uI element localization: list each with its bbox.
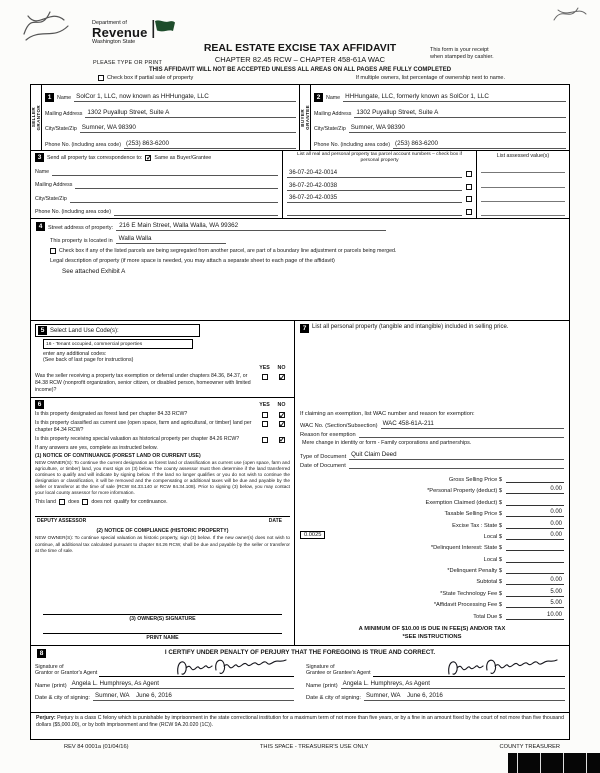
delinquent-interest-local-field[interactable] (506, 561, 564, 563)
grantee-name-print-label: Name (print) (306, 683, 338, 689)
form-title: REAL ESTATE EXCISE TAX AFFIDAVIT (203, 42, 397, 54)
seller-section (31, 85, 300, 150)
excise-tax-local-field[interactable]: 0.00 (506, 532, 564, 540)
buyer-section (300, 85, 569, 150)
seller-phone-field[interactable]: (253) 863-6200 (124, 140, 296, 149)
gross-selling-price-field[interactable] (506, 481, 564, 483)
parcel-personal-checkbox[interactable] (466, 196, 472, 202)
grantor-sig-label-2: Grantor or Grantor's Agent (35, 670, 98, 677)
perjury-label: Perjury: (36, 715, 56, 721)
document-type-field[interactable]: Quit Claim Deed (349, 451, 564, 460)
flag-icon (152, 20, 176, 38)
grantee-sig-label-1: Signature of (306, 663, 335, 670)
certify-statement: I CERTIFY UNDER PENALTY OF PERJURY THAT THE FOREGOING IS TRUE AND CORRECT. (164, 649, 436, 656)
corr-csz-label: City/State/Zip (35, 195, 67, 202)
middle-left-column (31, 321, 295, 645)
grantor-signature (172, 654, 292, 680)
barcode (508, 753, 600, 773)
continuance-title: (1) NOTICE OF CONTINUANCE (FOREST LAND OR CURRENT USE) (35, 452, 201, 459)
buyer-name-field[interactable]: HHHungate, LLC, formerly known as SolCor 1, LLC (343, 93, 566, 102)
seller-side-label-1: SELLER (31, 107, 36, 128)
delinquent-penalty-field[interactable] (506, 572, 564, 574)
personal-property-blank-area[interactable] (300, 333, 564, 411)
parcel-number-field[interactable]: 36-07-20-42-0038 (287, 183, 462, 191)
buyer-mailing-label: Mailing Address (314, 110, 352, 117)
exemption-claimed-label: Exemption Claimed (deduct) $ (425, 499, 502, 506)
segregated-checkbox[interactable] (50, 248, 56, 254)
exemption-question: Was the seller receiving a property tax exemption or deferral under chapters 84.36, 84.37, or 84.38 RCW (nonprofit organization, senior citizen, or disabled person, homeowner with limited income)? (35, 373, 251, 393)
buyer-csz-field[interactable]: Sumner, WA 98390 (349, 124, 566, 133)
print-name-label: PRINT NAME (146, 635, 179, 641)
corr-phone-label: Phone No. (including area code) (35, 209, 111, 215)
partial-sale-checkbox[interactable] (98, 75, 104, 81)
legal-description-label: Legal description of property (if more space is needed, you may attach a separate sheet to each page of the affidavit) (50, 258, 335, 264)
logo-dept-line: Department of (92, 20, 127, 26)
document-type-label: Type of Document (300, 453, 347, 460)
land-use-code-field[interactable]: 16 - Tenant occupied, commercial properties (43, 339, 193, 349)
buyer-csz-label: City/State/Zip (314, 126, 346, 133)
subtotal-label: Subtotal $ (476, 579, 502, 586)
property-location-section (31, 219, 569, 321)
document-date-label: Date of Document (300, 462, 346, 469)
section-2-number: 2 (314, 93, 323, 102)
qualify-line (35, 499, 290, 505)
affidavit-processing-fee-field[interactable]: 5.00 (506, 600, 564, 608)
personal-property-deduct-field[interactable]: 0.00 (506, 486, 564, 494)
section-3-number: 3 (35, 153, 44, 162)
parcel-header: List all real and personal property tax parcel account numbers – check box if personal property (296, 152, 462, 164)
buyer-mailing-field[interactable]: 1302 Puyallup Street, Suite A (354, 109, 566, 118)
excise-tax-local-label: Local $ (483, 533, 502, 540)
exemption-header: If claiming an exemption, list WAC number and reason for exemption: (300, 410, 475, 417)
title-block (150, 42, 450, 64)
legal-description-value[interactable]: See attached Exhibit A (62, 268, 126, 275)
owners-signature-line[interactable] (43, 614, 282, 622)
reason-value: Mere change in identity or form - Family corporations and partnerships. (302, 439, 472, 446)
grantee-name-field[interactable]: Angela L. Humphreys, As Agent (341, 680, 565, 689)
receipt-note-line2: when stamped by cashier. (430, 54, 494, 61)
warning-banner: THIS AFFIDAVIT WILL NOT BE ACCEPTED UNLESS ALL AREAS ON ALL PAGES ARE FULLY COMPLETED (148, 67, 452, 73)
bottom-bar (64, 744, 560, 750)
parcel-number-field[interactable]: 36-07-20-42-0035 (287, 195, 462, 203)
logo-revenue-line: Revenue (92, 25, 148, 40)
seller-csz-field[interactable]: Sumner, WA 98390 (80, 124, 296, 133)
qualify-pre-label: This land (35, 499, 57, 506)
does-label: does (68, 499, 80, 506)
located-in-field[interactable]: Walla Walla (116, 235, 226, 244)
partial-sale-row (98, 75, 505, 81)
parcel-numbers-section (283, 151, 477, 218)
exemption-claimed-field[interactable] (506, 504, 564, 506)
same-as-buyer-checkbox[interactable] (145, 155, 151, 161)
pen-scribble-icon (550, 2, 590, 28)
buyer-phone-field[interactable]: (253) 863-6200 (393, 140, 566, 149)
partial-sale-label: Check box if partial sale of property (107, 75, 194, 81)
logo-state-line: Washington State (92, 39, 136, 45)
assessed-value-field[interactable] (481, 214, 565, 216)
multiple-owners-note: If multiple owners, list percentage of ownership next to name. (355, 75, 505, 81)
land-does-not-checkbox[interactable] (82, 499, 88, 505)
delinquent-interest-state-label: *Delinquent Interest: State $ (430, 545, 502, 552)
historic-yes-checkbox[interactable] (262, 437, 268, 443)
send-correspondence-label: Send all property tax correspondence to: (47, 154, 143, 161)
affidavit-processing-fee-label: *Affidavit Processing Fee $ (433, 602, 502, 609)
deputy-assessor-signature-line[interactable] (35, 508, 290, 517)
buyer-side-label (300, 85, 311, 150)
section-6-number: 6 (35, 400, 44, 409)
buyer-side-label-2: GRANTEE (305, 105, 310, 130)
certification-section (31, 646, 569, 713)
land-designation-section (31, 398, 294, 645)
delinquent-interest-local-label: Local $ (483, 556, 502, 563)
wac-label: WAC No. (Section/Subsection) (300, 422, 378, 429)
reason-label: Reason for exemption (300, 431, 356, 438)
assessed-values-section (477, 151, 569, 218)
perjury-text: Perjury is a class C felony which is punishable by imprisonment in the state correctional institution for a maximum term of not more than five years, or by a fine in an amount fixed by the court of not more than five thousand dollars ($5,000.00), or by both imprisonment and fine (RCW 9A.20.020 (1C)). (36, 715, 564, 729)
perjury-notice (31, 713, 569, 739)
grantor-name-field[interactable]: Angela L. Humphreys, As Agent (70, 680, 294, 689)
document-date-field[interactable] (349, 467, 564, 469)
assessed-values-header: List assessed value(s) (496, 153, 550, 159)
personal-property-header: List all personal property (tangible and intangible) included in selling price. (312, 324, 509, 330)
parcel-personal-checkbox[interactable] (466, 171, 472, 177)
middle-row (31, 321, 569, 646)
historic-property-question: Is this property receiving special valuation as historical property per chapter 84.26 RCW? (35, 435, 240, 442)
state-technology-fee-label: *State Technology Fee $ (440, 590, 502, 597)
deputy-assessor-label: DEPUTY ASSESSOR (37, 518, 87, 525)
taxable-selling-price-field[interactable]: 0.00 (506, 509, 564, 517)
no-header: NO (277, 401, 286, 408)
total-due-label: Total Due $ (473, 613, 502, 620)
exemption-no-checkbox[interactable] (279, 374, 285, 380)
exemption-yes-checkbox[interactable] (262, 374, 268, 380)
grantor-name-print-label: Name (print) (35, 683, 67, 689)
gross-selling-price-label: Gross Selling Price $ (448, 476, 502, 483)
buyer-side-label-1: BUYER (300, 108, 305, 127)
parcel-number-field[interactable]: 36-07-20-42-0014 (287, 170, 462, 178)
current-use-no-checkbox[interactable] (279, 421, 285, 427)
seller-phone-label: Phone No. (including area code) (45, 142, 121, 148)
grantor-date-city-label: Date & city of signing: (35, 695, 91, 701)
excise-tax-state-label: Excise Tax : State $ (452, 522, 502, 529)
see-instructions-line: *SEE INSTRUCTIONS (402, 634, 462, 641)
grantee-sig-label-2: Grantee or Grantee's Agent (306, 670, 371, 677)
seller-csz-label: City/State/Zip (45, 126, 77, 133)
forest-yes-checkbox[interactable] (262, 412, 268, 418)
print-name-line[interactable] (43, 633, 282, 641)
does-not-label: does not (91, 499, 112, 506)
delinquent-penalty-label: *Delinquent Penalty $ (447, 568, 502, 575)
same-as-buyer-label: Same as Buyer/Grantee (154, 154, 212, 161)
historic-no-checkbox[interactable] (279, 437, 285, 443)
grantor-certification (35, 658, 294, 701)
see-back-note: (See back of last page for instructions) (43, 357, 134, 363)
tax-correspondence-section (31, 151, 283, 218)
section-1-number: 1 (45, 93, 54, 102)
no-header: NO (277, 365, 286, 371)
delinquent-interest-state-field[interactable] (506, 549, 564, 551)
pen-scribble-icon (16, 4, 76, 46)
parcel-personal-checkbox[interactable] (466, 184, 472, 190)
total-due-field[interactable]: 10.00 (506, 612, 564, 620)
grantee-signature-area[interactable] (373, 658, 565, 677)
seller-side-label-2: GRANTOR (36, 104, 41, 131)
segregated-label: Check box if any of the listed parcels are being segregated from another parcel, are part of a boundary line adjustment or parcels being merged. (59, 248, 397, 254)
tax-computation-section (295, 321, 569, 645)
if-yes-note: If any answers are yes, complete as instructed below. (35, 444, 158, 451)
section-7-number: 7 (300, 324, 309, 333)
located-in-label: This property is located in (50, 238, 113, 244)
seller-mailing-label: Mailing Address (45, 110, 83, 117)
parcel-personal-checkbox[interactable] (466, 209, 472, 215)
dor-logo-text (92, 20, 148, 45)
seller-name-label: Name (57, 94, 72, 101)
taxable-selling-price-label: Taxable Selling Price $ (444, 511, 502, 518)
excise-tax-state-field[interactable]: 0.00 (506, 521, 564, 529)
seller-name-field[interactable]: SolCor 1, LLC, now known as HHHungate, LLC (74, 93, 296, 102)
yes-header: YES (259, 401, 270, 408)
reason-field[interactable] (359, 436, 564, 438)
date-label: DATE (268, 518, 282, 525)
section-5-number: 5 (38, 326, 47, 335)
receipt-note (430, 47, 540, 62)
grantor-signature-area[interactable] (99, 658, 294, 677)
compliance-title: (2) NOTICE OF COMPLIANCE (HISTORIC PROPERTY) (96, 528, 229, 535)
land-use-header: Select Land Use Code(s): (50, 327, 119, 334)
corr-name-label: Name (35, 168, 50, 175)
additional-codes-label: enter any additional codes: (43, 351, 107, 357)
land-does-checkbox[interactable] (59, 499, 65, 505)
forest-no-checkbox[interactable] (279, 412, 285, 418)
personal-property-deduct-label: *Personal Property (deduct) $ (427, 488, 502, 495)
county-treasurer-label: COUNTY TREASURER (499, 744, 560, 750)
grantee-certification (306, 658, 565, 701)
state-technology-fee-field[interactable]: 5.00 (506, 589, 564, 597)
street-address-field[interactable]: 216 E Main Street, Walla Walla, WA 99362 (116, 222, 386, 231)
please-type-note: PLEASE TYPE OR PRINT (93, 60, 163, 66)
street-address-label: Street address of property: (48, 225, 114, 231)
buyer-phone-label: Phone No. (including area code) (314, 142, 390, 148)
minimum-fee-note (300, 625, 564, 642)
qualify-post-label: qualify for continuance. (114, 499, 168, 506)
section-3-row (31, 151, 569, 219)
parties-row (31, 85, 569, 151)
continuance-text: NEW OWNER(S): To continue the current designation as forest land or classification as current use (open space, farm and agriculture, or timber) land, you must sign on (3) below. The county assessor must then determine if the land transferred continues to qualify and will indicate by signing below. If the land no longer qualifies or you do not wish to continue the designation or classification, it will be removed and the compensating or additional taxes will be due and payable by the seller or transferor at the time of sale (RCW 84.33.140 or RCW 84.34.108). Prior to signing (3) below, you may contact your local county assessor for more information. (35, 459, 290, 496)
affidavit-form (30, 84, 570, 740)
seller-side-label (31, 85, 42, 150)
corr-phone-field[interactable] (114, 214, 278, 216)
seller-mailing-field[interactable]: 1302 Puyallup Street, Suite A (85, 109, 296, 118)
grantee-date-field[interactable]: Sumner, WA June 6, 2016 (364, 692, 565, 701)
treasurer-space-label: THIS SPACE - TREASURER'S USE ONLY (259, 744, 369, 750)
buyer-name-label: Name (326, 94, 341, 101)
compliance-text: NEW OWNER(S): To continue special valuation as historic property, sign (3) below. If the new owner(s) does not wish to continue, all additional tax calculated pursuant to chapter 84.26 RCW, shall be due and payable by the seller or transferor at the time of sale. (35, 535, 290, 553)
receipt-note-line1: This form is your receipt (430, 47, 489, 53)
grantee-date-city-label: Date & city of signing: (306, 695, 362, 701)
rev-number: REV 84 0001a (01/04/16) (64, 744, 129, 750)
grantee-signature (443, 654, 563, 680)
minimum-fee-line: A MINIMUM OF $10.00 IS DUE IN FEE(S) AND/OR TAX (358, 625, 506, 632)
form-subtitle: CHAPTER 82.45 RCW – CHAPTER 458-61A WAC (214, 55, 386, 64)
grantor-date-field[interactable]: Sumner, WA June 6, 2016 (93, 692, 294, 701)
parcel-number-field[interactable] (287, 214, 462, 216)
current-use-question: Is this property classified as current use (open space, farm and agricultural, or timber) land per chapter 84.34 RCW? (35, 420, 252, 433)
grantor-signature-label (35, 664, 97, 677)
current-use-yes-checkbox[interactable] (262, 421, 268, 427)
grantor-sig-label-1: Signature of (35, 663, 64, 670)
grantee-signature-label (306, 664, 371, 677)
forest-land-question: Is this property designated as forest land per chapter 84.33 RCW? (35, 411, 188, 418)
land-use-code-section (31, 321, 294, 398)
corr-mailing-label: Mailing Address (35, 182, 73, 188)
local-rate-box: 0.0025 (300, 531, 325, 539)
subtotal-field[interactable]: 0.00 (506, 577, 564, 585)
yes-header: YES (259, 365, 270, 371)
section-4-number: 4 (36, 222, 45, 231)
money-table (300, 472, 564, 620)
wac-number-field[interactable]: WAC 458-61A-211 (381, 420, 564, 429)
section-8-number: 8 (37, 649, 46, 658)
owners-signature-label: (3) OWNER(S) SIGNATURE (129, 616, 196, 622)
